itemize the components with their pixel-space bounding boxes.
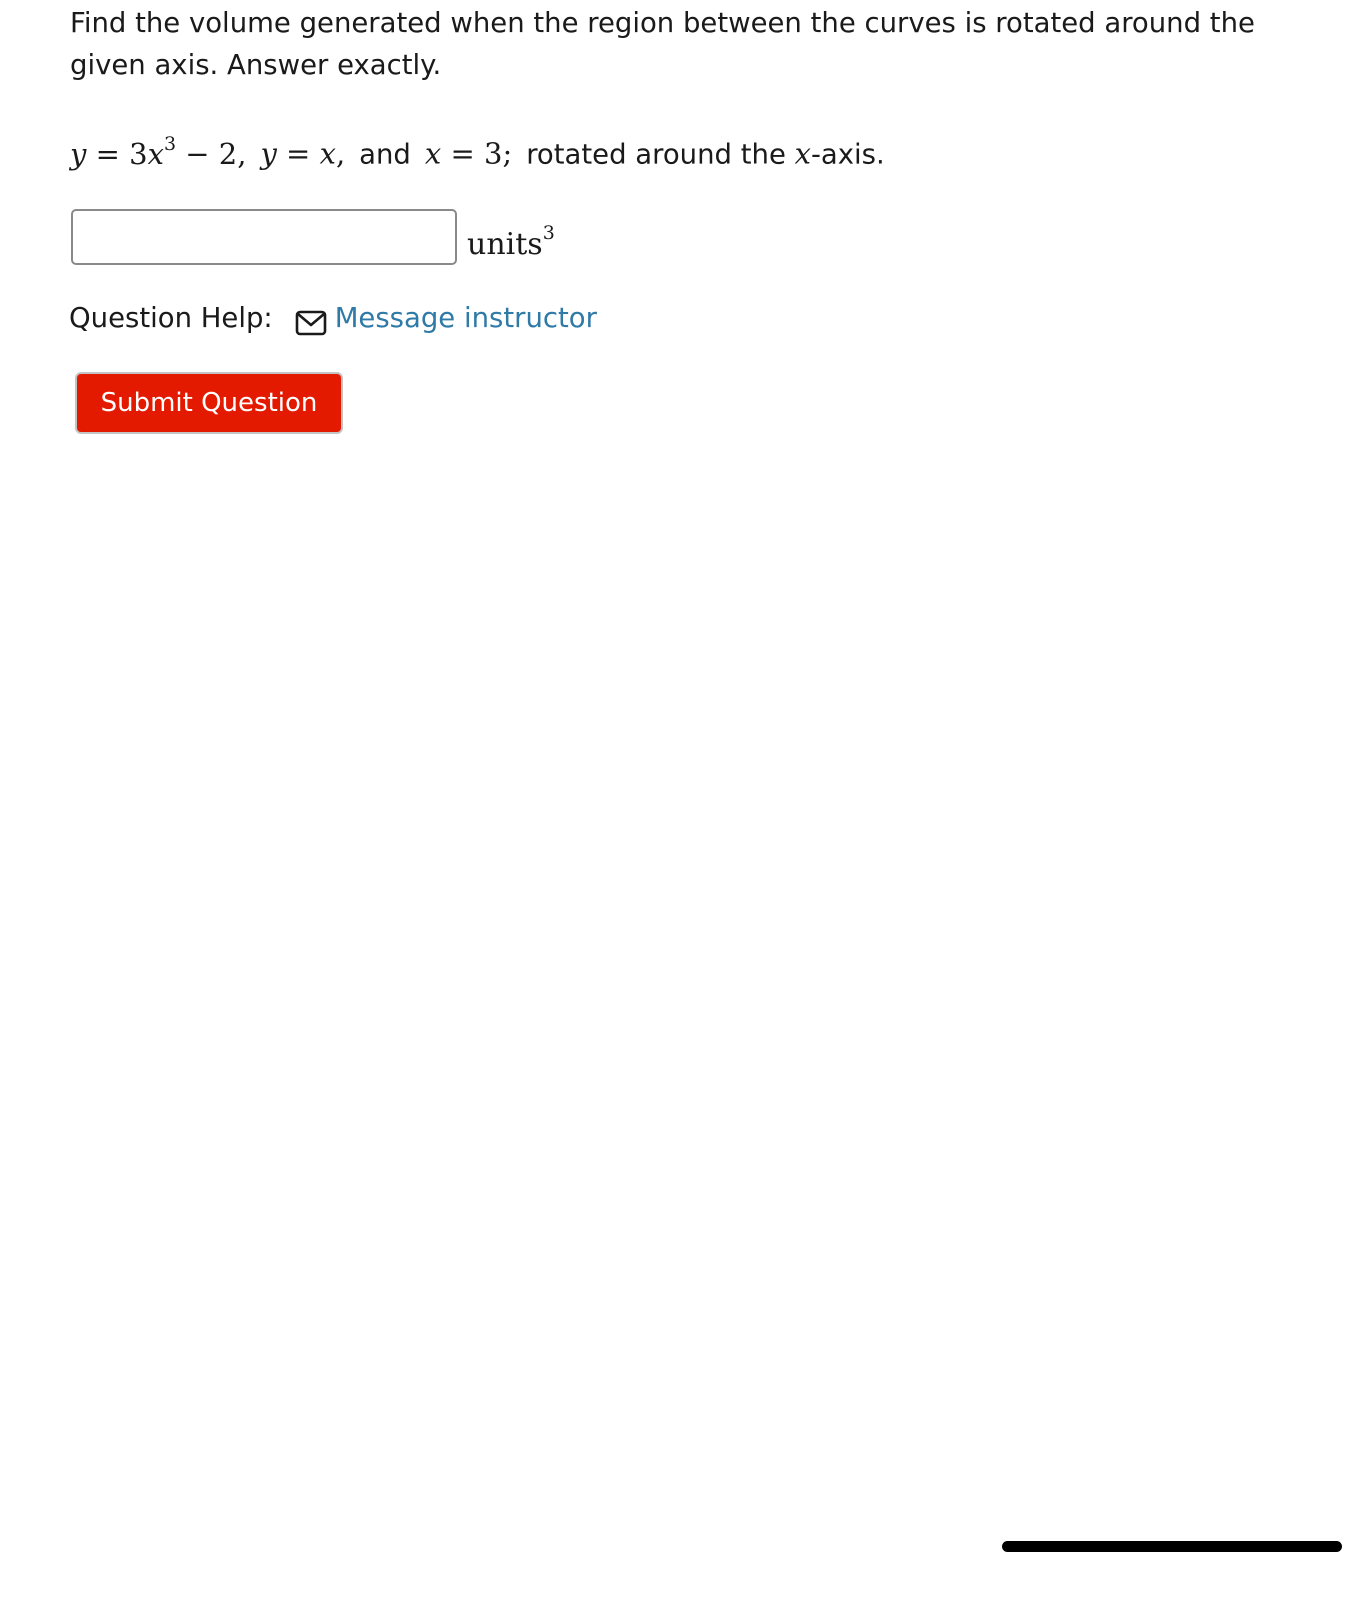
rotation-text: rotated around the — [526, 138, 795, 171]
message-instructor-link[interactable]: Message instructor — [334, 302, 597, 334]
curve-1: $y = 3x^3 - 2$, — [70, 133, 247, 171]
units-label: units$^3$ — [467, 222, 555, 262]
and-text: and — [359, 138, 411, 171]
mail-icon[interactable] — [295, 305, 327, 331]
axis-variable: x — [794, 136, 811, 171]
help-label: Question Help: — [69, 302, 273, 334]
boundary-line: x = 3; — [424, 136, 513, 171]
submit-question-button[interactable]: Submit Question — [75, 372, 343, 434]
axis-suffix: -axis. — [810, 138, 885, 171]
scroll-indicator[interactable] — [1002, 1541, 1342, 1552]
question-equation — [70, 122, 885, 172]
question-help — [69, 296, 597, 340]
answer-input[interactable] — [71, 209, 457, 265]
question-prompt: Find the volume generated when the region between the curves is rotated around the given axis. Answer exactly. — [70, 7, 1255, 81]
curve-2: y = x, — [260, 136, 346, 171]
